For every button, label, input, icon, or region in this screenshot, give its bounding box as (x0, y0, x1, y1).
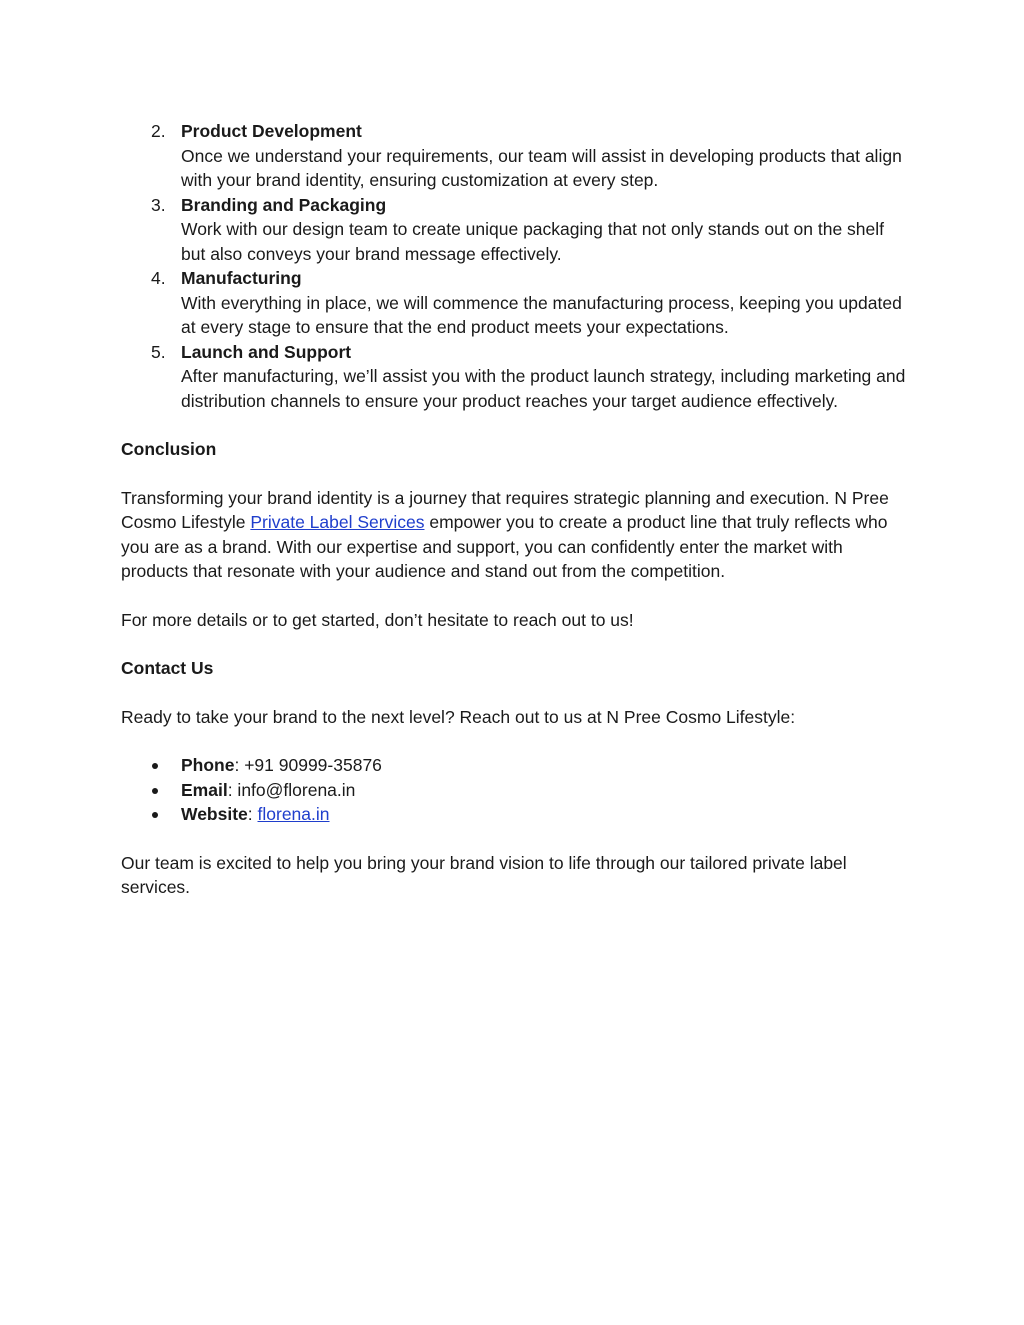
step-description: After manufacturing, we’ll assist you with the product launch strategy, including marketing and distribution channels to ensure your product reaches your target audience effectively. (181, 366, 906, 411)
phone-value: : +91 90999-35876 (234, 755, 382, 775)
spacer (121, 632, 911, 656)
step-description: With everything in place, we will commence the manufacturing process, keeping you updated at every stage to ensure that the end product meets your expectations. (181, 292, 902, 337)
step-item (121, 340, 911, 414)
conclusion-text-end: empower you to create a product line that truly reflects who you are as a brand. With our expertise and support, you can confidently enter the market with products that resonate with your audience and stand out from the competition. (121, 512, 888, 581)
step-item (121, 266, 911, 340)
conclusion-text-start: Transforming your brand identity is a journey that requires strategic planning and execution. N Pree Cosmo Lifestyle (121, 487, 889, 532)
document-page (121, 119, 911, 900)
step-item (121, 119, 911, 193)
contact-website-item (121, 802, 911, 827)
step-title: Launch and Support (181, 341, 352, 362)
contact-list (121, 753, 911, 827)
step-number: 2. (151, 121, 166, 141)
contact-email-item (121, 778, 911, 803)
step-title: Manufacturing (181, 268, 302, 288)
step-description: Once we understand your requirements, our team will assist in developing products that align with your brand identity, ensuring customization at every step. (181, 145, 902, 190)
bullet-icon (152, 812, 158, 818)
website-link[interactable]: florena.in (257, 804, 330, 824)
contact-phone-item (121, 753, 911, 778)
spacer (121, 681, 911, 705)
website-separator: : (247, 804, 258, 824)
closing-paragraph: Our team is excited to help you bring your brand vision to life through our tailored private label services. (121, 852, 847, 897)
spacer (121, 584, 911, 608)
cta-paragraph: For more details or to get started, don’t hesitate to reach out to us! (121, 609, 634, 630)
step-number: 4. (151, 268, 166, 288)
step-title: Branding and Packaging (181, 194, 387, 215)
contact-heading: Contact Us (121, 658, 214, 678)
website-label: Website (181, 804, 248, 824)
spacer (121, 827, 911, 851)
private-label-services-link[interactable]: Private Label Services (250, 512, 425, 532)
step-description: Work with our design team to create unique packaging that not only stands out on the shelf but also conveys your brand message effectively. (181, 219, 885, 264)
email-label: Email (181, 779, 228, 800)
conclusion-paragraph (121, 486, 911, 584)
spacer (121, 462, 911, 486)
email-value: : info@florena.in (227, 779, 356, 800)
bullet-icon (152, 788, 158, 794)
phone-label: Phone (181, 755, 235, 775)
step-title: Product Development (181, 121, 362, 141)
contact-intro: Ready to take your brand to the next level? Reach out to us at N Pree Cosmo Lifestyle: (121, 706, 796, 727)
step-number: 3. (151, 194, 166, 215)
conclusion-heading: Conclusion (121, 439, 217, 459)
bullet-icon (152, 763, 158, 769)
steps-list (121, 119, 911, 413)
spacer (121, 413, 911, 437)
step-item (121, 193, 911, 267)
spacer (121, 729, 911, 753)
step-number: 5. (151, 341, 166, 362)
